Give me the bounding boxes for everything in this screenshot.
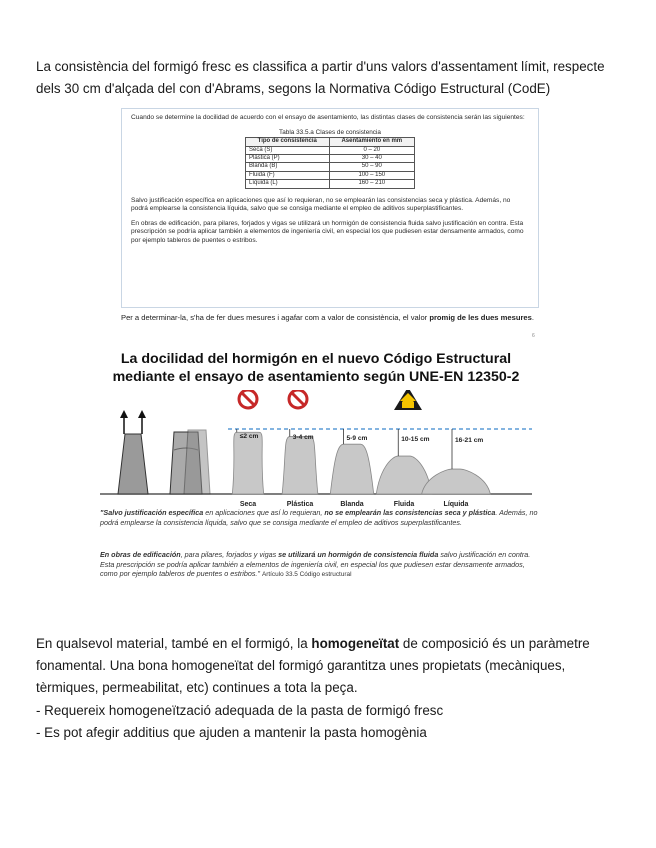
slump-class-label: Plástica [286,501,314,508]
table-row [246,163,415,171]
slump-class-label: Seca [239,501,257,508]
quote2-text-b: , para pilares, forjados y vigas [180,550,279,559]
slump-shape-blanda [330,444,373,494]
slump-infographic [88,346,544,604]
code-quote-2 [100,550,540,580]
slump-measure-label: 5-9 cm [346,435,368,442]
slump-class-label: Líquida [443,501,469,508]
table-caption: Tabla 33.5.a Clases de consistencia [279,128,381,136]
quote2-bold-a: En obras de edificación [100,550,181,559]
quote1-text-b: en aplicaciones que así lo requieran, [203,508,325,517]
table-row [246,180,415,188]
page-number: 6 [532,333,535,339]
article-reference: Artículo 33.5 Código estructural [261,571,352,579]
requirements-list [36,700,626,744]
infographic-title-line1: La docilidad del hormigón en el nuevo Código Estructural [120,351,512,367]
table-row [246,146,415,154]
slump-diagram [88,390,544,510]
prohibited-icon [289,390,307,408]
slump-shape-líquida [422,469,491,494]
cell-type: Blanda (B) [246,163,330,171]
infographic-title [88,350,544,386]
abrams-mould-icon [184,430,210,494]
warning-house-icon [394,390,422,410]
homogeneity-text-after: de composició és un paràmetre fonamental. Una bona homogeneïtat del formigó garantitza unes propietats (mecàniques, tèrmiques, permeabilitat, etc) continues a tota la peça. [36,636,590,695]
cell-value: 160 – 210 [329,180,414,188]
infographic-title-line2: mediante el ensayo de asentamiento según UNE-EN 12350-2 [112,369,520,385]
code-quote-1 [100,508,540,527]
list-item: - Requereix homogeneïtzació adequada de la pasta de formigó fresc [36,703,444,718]
cell-type: Plástica (P) [246,155,330,163]
quote1-text-d: . Además, no podrá emplearse la consistencia líquida, salvo que se consiga mediante el empleo de aditivos superplastificantes. [100,508,538,527]
cell-type: Líquida (L) [246,180,330,188]
measure-note-bold: promig de les dues mesures [429,313,532,322]
homogeneity-keyword: homogeneïtat [311,636,400,651]
slump-class-label: Fluida [393,501,415,508]
quote1-bold-c: no se emplearán las consistencias seca y plástica [324,508,496,517]
table-header-slump: Asentamiento en mm [329,138,414,146]
slump-measure-label: 10-15 cm [401,436,430,443]
slump-measure-label: ≤2 cm [239,433,259,440]
table-row [246,171,415,179]
intro-paragraph: La consistència del formigó fresc es classifica a partir d'uns valors d'assentament límit, respecte dels 30 cm d'alçada del con d'Abrams, segons la Normativa Código Estructural (CodE) [36,59,605,96]
consistency-table [245,137,415,188]
consistency-table-wrap [245,129,415,189]
slump-shape-plástica [282,437,318,494]
slump-measure-label: 16-21 cm [455,437,484,444]
measure-note-text: Per a determinar-la, s'ha de fer dues mesures i agafar com a valor de consistència, el valor [121,313,428,322]
quote2-text-d: salvo justificación en contra. Esta prescripción se podría aplicar también a elementos de ingeniería civil, en especial los que pudiesen estar densamente armados, como por ejemplo tableros de puentes o estribos." [100,550,531,579]
abrams-cone-lifting-icon [118,410,148,494]
excerpt-paragraph-1: Salvo justificación específica en aplicaciones que así lo requieran, no se emplearán las consistencias seca y plástica. Además, no podrá emplearse la consistencia líquida, salvo que se consiga mediante el empleo de aditivos superplastificantes. [131,196,511,213]
table-header-type: Tipo de consistencia [246,138,330,146]
list-item: - Es pot afegir additius que ajuden a mantenir la pasta homogènia [36,725,427,740]
table-row [246,155,415,163]
cell-type: Seca (S) [246,146,330,154]
cell-type: Fluida (F) [246,171,330,179]
cell-value: 50 – 90 [329,163,414,171]
excerpt-paragraph-2: En obras de edificación, para pilares, forjados y vigas se utilizará un hormigón de consistencia fluida salvo justificación en contra. Esta prescripción se podría aplicar también a elementos de ingeniería civil, en especial los que pudiesen estar densamente armados, como por ejemplo tableros de puentes o estribos. [131,219,524,244]
excerpt-intro: Cuando se determine la docilidad de acuerdo con el ensayo de asentamiento, las distintas clases de consistencia serán las siguientes: [131,114,525,121]
quote1-bold-a: "Salvo justificación específica [100,508,204,517]
quote2-bold-c: se utilizará un hormigón de consistencia fluida [278,550,439,559]
cell-value: 0 – 20 [329,146,414,154]
code-excerpt [121,108,539,308]
prohibited-icon [239,390,257,408]
measure-note [121,312,541,324]
measure-note-end: . [531,313,535,322]
homogeneity-text-before: En qualsevol material, també en el formigó, la [36,636,312,651]
cell-value: 100 – 150 [329,171,414,179]
cell-value: 30 – 40 [329,155,414,163]
slump-class-label: Blanda [340,501,364,508]
slump-measure-label: 3-4 cm [292,434,314,441]
homogeneity-paragraph [36,633,626,699]
slump-shape-seca [232,432,263,494]
